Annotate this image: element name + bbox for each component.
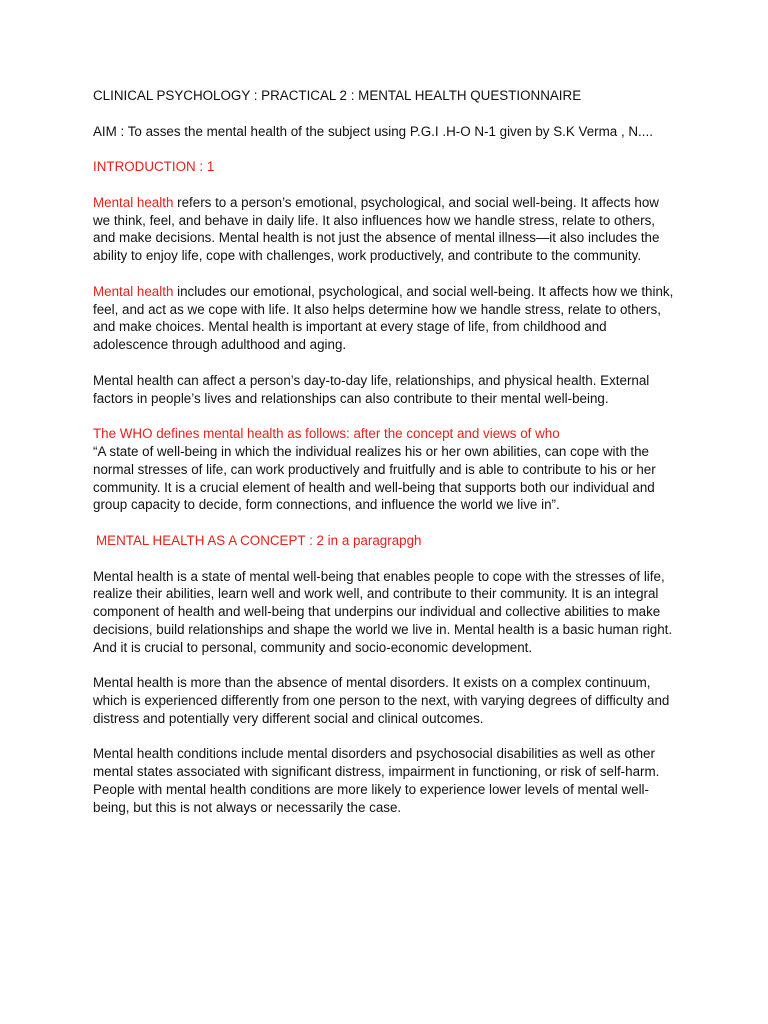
mental-health-highlight: Mental health — [93, 194, 174, 210]
concept-paragraph-1: Mental health is a state of mental well-being that enables people to cope with the stresses of life, realize their abilities, learn well and work well, and contribute to their community. It is an integral component of health and well-being that underpins our individual and collective abilities to make decisions, build relationships and shape the world we live in. Mental health is a basic human right. And it is crucial to personal, community and socio-economic development. — [93, 568, 673, 655]
aim-line: AIM : To asses the mental health of the subject using P.G.I .H-O N-1 given by S.K Verma , N.... — [93, 123, 653, 139]
who-quote: “A state of well-being in which the individual realizes his or her own abilities, can cope with the normal stresses of life, can work productively and fruitfully and is able to contribute to his or her community. It is a crucial element of health and well-being that supports both our individual and group capacity to decide, form connections, and influence the world we live in”. — [93, 443, 656, 513]
intro-paragraph-1-text: refers to a person’s emotional, psychological, and social well-being. It affects how we think, feel, and behave in daily life. It also influences how we handle stress, relate to others, and make decisions. Mental health is not just the absence of mental illness—it also includes the ability to enjoy life, cope with challenges, work productively, and contribute to the community. — [93, 194, 660, 264]
intro-paragraph-2 — [93, 283, 679, 354]
who-heading: The WHO defines mental health as follows: after the concept and views of who — [93, 426, 560, 442]
introduction-heading: INTRODUCTION : 1 — [93, 159, 215, 175]
intro-paragraph-3: Mental health can affect a person’s day-to-day life, relationships, and physical health. External factors in people’s lives and relationships can also contribute to their mental well-being. — [93, 372, 650, 406]
intro-paragraph-1 — [93, 194, 679, 265]
concept-paragraph-2: Mental health is more than the absence of mental disorders. It exists on a complex continuum, which is experienced differently from one person to the next, with varying degrees of difficulty and distress and potentially very different social and clinical outcomes. — [93, 675, 670, 726]
who-definition — [93, 425, 679, 514]
document-page — [93, 87, 679, 834]
concept-paragraph-3: Mental health conditions include mental disorders and psychosocial disabilities as well as other mental states associated with significant distress, impairment in functioning, or risk of self-harm. People with mental health conditions are more likely to experience lower levels of mental well-being, but this is not always or necessarily the case. — [93, 746, 660, 815]
intro-paragraph-2-text: includes our emotional, psychological, and social well-being. It affects how we think, feel, and act as we cope with life. It also helps determine how we handle stress, relate to others, and make choices. Mental health is important at every stage of life, from childhood and adolescence through adulthood and aging. — [93, 283, 674, 353]
concept-heading: MENTAL HEALTH AS A CONCEPT : 2 in a paragrapgh — [96, 532, 422, 548]
document-title: CLINICAL PSYCHOLOGY : PRACTICAL 2 : MENTAL HEALTH QUESTIONNAIRE — [93, 88, 582, 103]
mental-health-highlight: Mental health — [93, 283, 174, 299]
